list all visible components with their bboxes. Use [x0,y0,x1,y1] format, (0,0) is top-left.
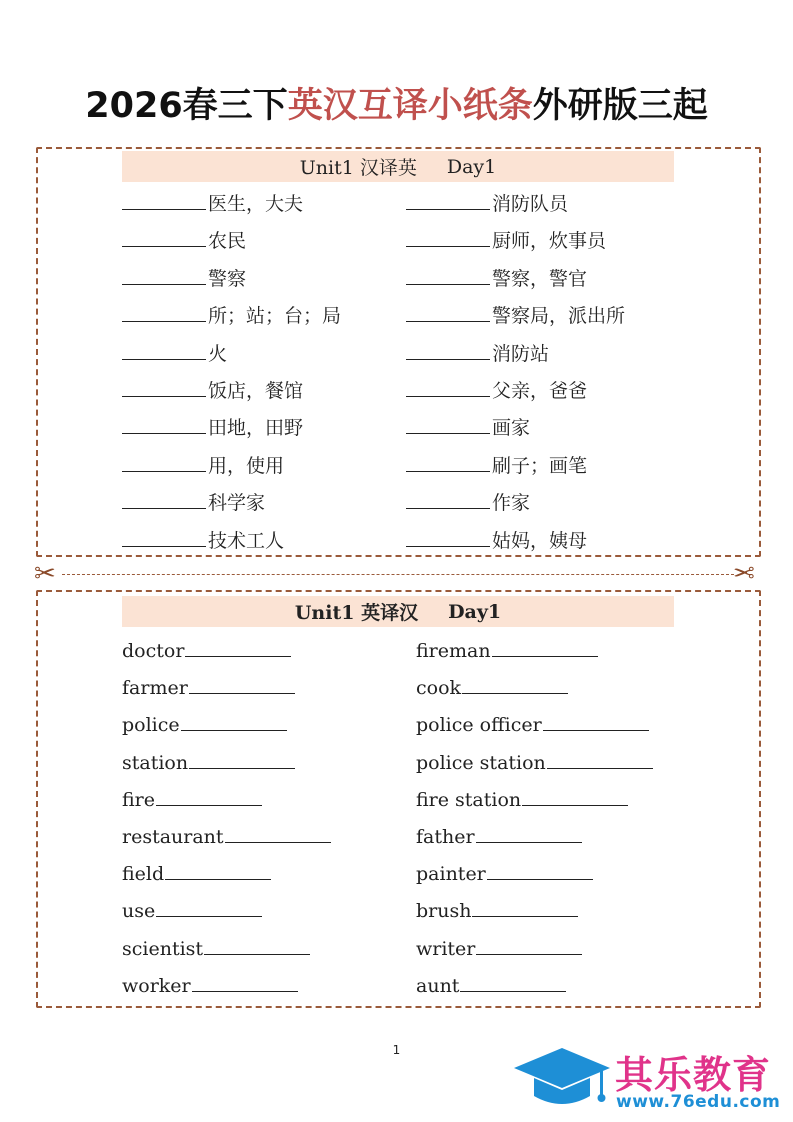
answer-blank[interactable] [476,824,582,843]
en-word: police officer [416,714,542,737]
en-word-row [416,750,653,776]
cn-word-row [406,303,625,329]
cn-word-row [122,303,341,329]
cn-word: 警察 [208,267,247,290]
cn-word: 姑妈，姨母 [492,529,588,552]
title-suffix: 外研版三起 [532,86,708,126]
en-word-row [122,973,298,999]
cut-line [62,574,734,575]
brand-url: www.76edu.com [616,1092,781,1112]
cn-word-row [122,341,227,367]
cn-word: 画家 [492,417,531,440]
cn-word-row [406,341,549,367]
cn-word-row [406,228,606,254]
cn-word-row [406,453,587,479]
cn-word-row [122,453,284,479]
scissors-icon: ✂ [34,559,56,589]
scissors-icon: ✂ [733,559,755,589]
unit-label: Unit1 汉译英 [299,157,417,179]
answer-blank[interactable] [406,415,490,434]
answer-blank[interactable] [122,415,206,434]
cn-word: 田地，田野 [208,417,304,440]
answer-blank[interactable] [487,861,593,880]
answer-blank[interactable] [406,266,490,285]
day-label: Day1 [448,600,502,623]
en-word-row [122,750,295,776]
answer-blank[interactable] [472,898,578,917]
en-word: fire [122,788,155,811]
cn-word: 火 [208,342,228,365]
section-cn-to-en [36,147,761,557]
answer-blank[interactable] [522,787,628,806]
en-word-row [416,973,566,999]
answer-blank[interactable] [406,453,490,472]
cn-word-row [406,191,568,217]
answer-blank[interactable] [122,266,206,285]
en-word-row [122,675,295,701]
section-en-to-cn [36,590,761,1008]
answer-blank[interactable] [406,378,490,397]
answer-blank[interactable] [122,453,206,472]
answer-blank[interactable] [462,675,568,694]
cn-word: 作家 [492,492,531,515]
cn-word-row [122,378,303,404]
answer-blank[interactable] [476,936,582,955]
cn-word-row [406,528,587,554]
cn-word: 用，使用 [208,454,285,477]
answer-blank[interactable] [192,973,298,992]
en-word: painter [416,863,486,886]
en-word: writer [416,937,476,960]
section-header [122,596,674,627]
answer-blank[interactable] [122,228,206,247]
day-label: Day1 [446,155,497,178]
answer-blank[interactable] [204,936,310,955]
answer-blank[interactable] [189,750,295,769]
en-word-row [416,638,598,664]
unit-label: Unit1 英译汉 [294,602,419,624]
cn-word-row [406,378,587,404]
en-word-row [416,675,568,701]
cn-word: 警察，警官 [492,267,588,290]
answer-blank[interactable] [185,638,291,657]
cn-word: 警察局，派出所 [492,305,626,328]
answer-blank[interactable] [406,528,490,547]
title-highlight: 英汉互译小纸条 [287,86,533,126]
cn-word: 消防队员 [492,193,569,215]
answer-blank[interactable] [406,228,490,247]
en-word: use [122,900,156,923]
cn-word-row [406,415,530,441]
en-word: cook [416,677,462,700]
cn-word: 父亲，爸爸 [492,380,588,402]
en-word: fire station [416,788,522,811]
cn-word: 饭店，餐馆 [208,380,304,402]
answer-blank[interactable] [122,303,206,322]
cn-word: 所；站；台；局 [208,305,342,328]
answer-blank[interactable] [122,528,206,547]
en-word-row [416,936,582,962]
en-word: brush [416,900,472,923]
cn-word: 农民 [208,230,247,253]
en-word: aunt [416,974,460,997]
en-word: worker [122,974,191,997]
en-word: police [122,714,180,737]
cn-word-row [406,266,587,292]
en-word: doctor [122,640,185,662]
answer-blank[interactable] [181,712,287,731]
en-word: station [122,751,189,774]
answer-blank[interactable] [406,341,490,360]
en-word-row [122,787,262,813]
en-word-row [416,787,628,813]
cn-word: 刷子；画笔 [492,454,588,477]
en-word-row [122,898,262,924]
en-word-row [122,936,310,962]
cn-word: 技术工人 [208,529,285,552]
page-title [0,78,793,128]
en-word-row [416,861,593,887]
answer-blank[interactable] [406,303,490,322]
en-word: fireman [416,640,491,662]
en-word-row [416,824,582,850]
answer-blank[interactable] [156,787,262,806]
title-prefix: 2026春三下 [85,86,288,126]
cn-word-row [406,490,530,516]
en-word-row [416,898,578,924]
cn-word-row [122,191,303,217]
brand-logo [512,1044,782,1116]
en-word: field [122,863,165,886]
answer-blank[interactable] [225,824,331,843]
page-number: 1 [392,1043,401,1057]
en-word-row [122,638,291,664]
cn-word: 厨师，炊事员 [492,230,607,253]
en-word: restaurant [122,826,224,848]
cn-word-row [122,528,284,554]
cn-word-row [122,415,303,441]
en-word-row [122,861,271,887]
graduation-cap-icon [512,1044,612,1116]
en-word-row [416,712,649,738]
en-word: farmer [122,677,188,700]
answer-blank[interactable] [122,490,206,509]
en-word: police station [416,751,546,774]
answer-blank[interactable] [122,191,206,210]
answer-blank[interactable] [156,898,262,917]
brand-name: 其乐教育 [615,1053,772,1097]
answer-blank[interactable] [406,191,490,210]
cn-word-row [122,228,246,254]
answer-blank[interactable] [122,341,206,360]
en-word-row [122,712,287,738]
answer-blank[interactable] [165,861,271,880]
en-word: scientist [122,937,204,960]
answer-blank[interactable] [460,973,566,992]
section-header [122,151,674,182]
cn-word: 医生，大夫 [208,193,304,215]
cn-word-row [122,490,265,516]
cn-word-row [122,266,246,292]
cn-word: 科学家 [208,492,266,515]
answer-blank[interactable] [122,378,206,397]
en-word: father [416,826,475,848]
en-word-row [122,824,331,850]
answer-blank[interactable] [406,490,490,509]
answer-blank[interactable] [189,675,295,694]
answer-blank[interactable] [543,712,649,731]
answer-blank[interactable] [492,638,598,657]
answer-blank[interactable] [547,750,653,769]
cn-word: 消防站 [492,342,550,365]
